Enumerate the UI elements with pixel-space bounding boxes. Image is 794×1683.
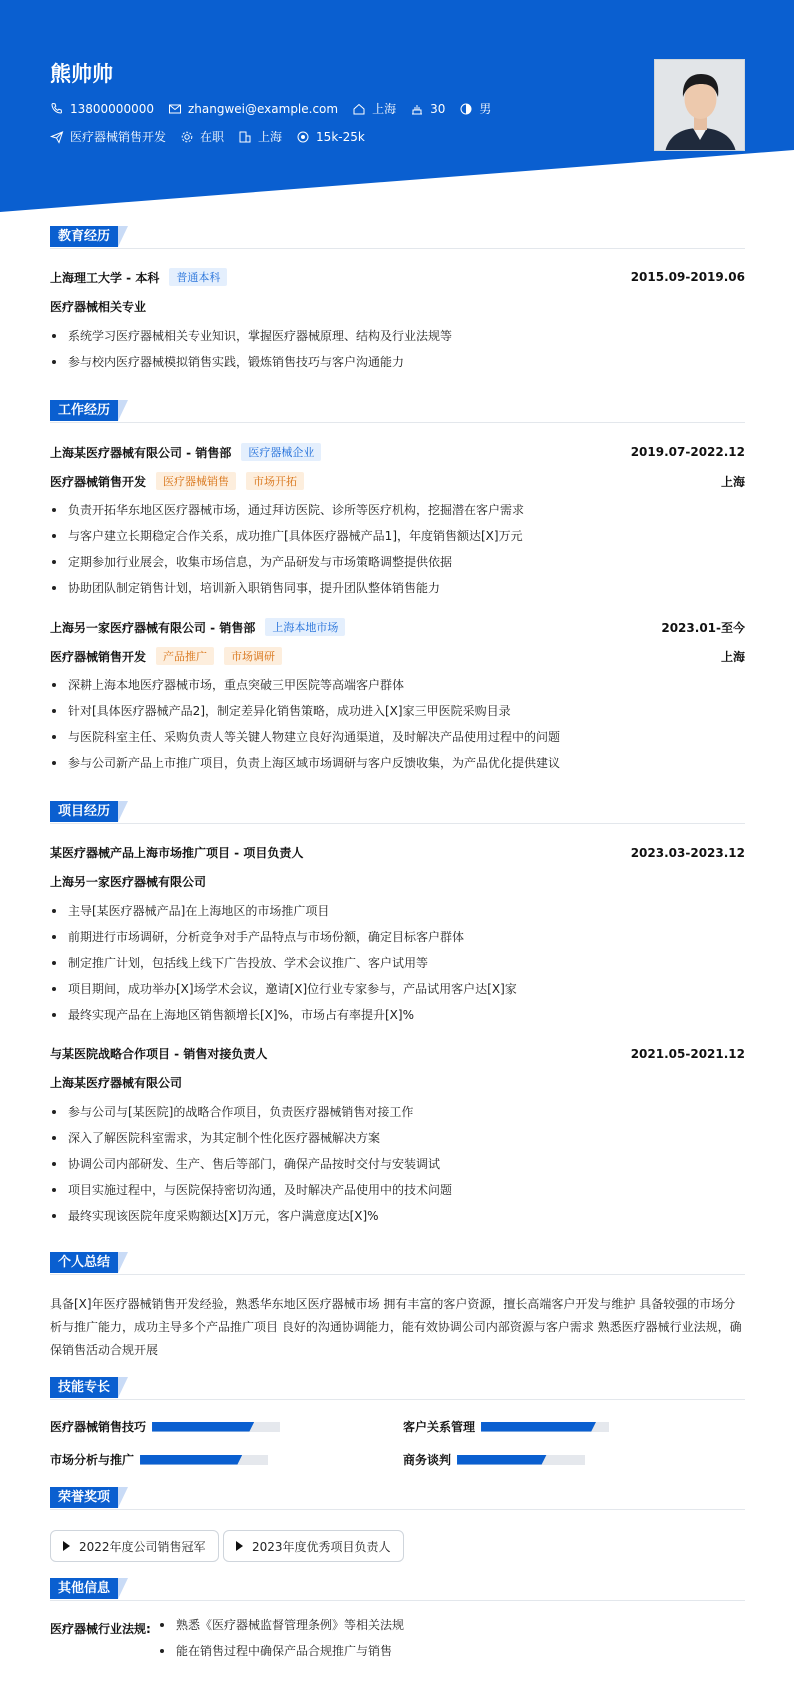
skill-item: 市场分析与推广 — [50, 1451, 268, 1468]
project-header: 与某医院战略合作项目 - 销售对接负责人 2021.05-2021.12 — [50, 1046, 745, 1061]
play-icon — [63, 1541, 70, 1551]
award-chip: 2023年度优秀项目负责人 — [223, 1530, 404, 1562]
education-header — [50, 268, 745, 286]
list-item: 协调公司内部研发、生产、售后等部门，确保产品按时交付与安装调试 — [50, 1155, 745, 1181]
salary-icon — [296, 130, 310, 144]
play-icon — [236, 1541, 243, 1551]
work-header: 上海另一家医疗器械有限公司 - 销售部 上海本地市场 2023.01-至今 — [50, 618, 745, 636]
gender: 男 — [459, 100, 491, 117]
profile-photo — [654, 59, 745, 151]
skill-bar — [140, 1455, 268, 1465]
education-period: 2015.09-2019.06 — [630, 270, 745, 284]
list-item: 项目期间，成功举办[X]场学术会议，邀请[X]位行业专家参与，产品试用客户达[X]家 — [50, 980, 745, 1006]
list-item: 参与公司与[某医院]的战略合作项目，负责医疗器械销售对接工作 — [50, 1103, 745, 1129]
work-header: 上海某医疗器械有限公司 - 销售部 医疗器械企业 2019.07-2022.12 — [50, 445, 745, 460]
salary: 15k-25k — [296, 130, 365, 144]
target-job: 医疗器械销售开发 — [50, 128, 166, 145]
home-icon — [352, 102, 366, 116]
list-item: 协助团队制定销售计划，培训新入职销售同事，提升团队整体销售能力 — [50, 579, 745, 605]
target-city: 上海 — [238, 128, 282, 145]
job-status: 在职 — [180, 128, 224, 145]
list-item: 负责开拓华东地区医疗器械市场，通过拜访医院、诊所等医疗机构，挖掘潜在客户需求 — [50, 501, 745, 527]
contact-row — [50, 100, 505, 117]
list-item: 项目实施过程中，与医院保持密切沟通，及时解决产品使用中的技术问题 — [50, 1181, 745, 1207]
list-item: 系统学习医疗器械相关专业知识，掌握医疗器械原理、结构及行业法规等 — [50, 327, 745, 353]
gender-icon — [459, 102, 473, 116]
divider — [50, 1600, 745, 1601]
divider — [50, 1274, 745, 1275]
gear-icon — [180, 130, 194, 144]
skill-fill — [457, 1455, 547, 1465]
list-item: 前期进行市场调研，分析竞争对手产品特点与市场份额，确定目标客户群体 — [50, 928, 745, 954]
skill-bar — [481, 1422, 609, 1432]
list-item: 主导[某医疗器械产品]在上海地区的市场推广项目 — [50, 902, 745, 928]
list-item: 熟悉《医疗器械监督管理条例》等相关法规 — [158, 1616, 404, 1642]
school-name: 上海理工大学 - 本科 — [50, 270, 160, 285]
work-list — [50, 501, 745, 605]
list-item: 参与公司新产品上市推广项目，负责上海区域市场调研与客户反馈收集，为产品优化提供建议 — [50, 754, 745, 780]
divider — [50, 1399, 745, 1400]
school-badge: 普通本科 — [169, 268, 227, 286]
email: zhangwei@example.com — [168, 102, 338, 116]
section-other: 其他信息 — [50, 1578, 118, 1599]
divider — [50, 1509, 745, 1510]
list-item: 最终实现该医院年度采购额达[X]万元，客户满意度达[X]% — [50, 1207, 745, 1233]
section-summary: 个人总结 — [50, 1252, 118, 1273]
skill-item: 商务谈判 — [403, 1451, 585, 1468]
other-label: 医疗器械行业法规: — [50, 1622, 151, 1636]
project-list — [50, 1103, 745, 1233]
mail-icon — [168, 102, 182, 116]
divider — [50, 248, 745, 249]
list-item: 制定推广计划，包括线上线下广告投放、学术会议推广、客户试用等 — [50, 954, 745, 980]
divider — [50, 823, 745, 824]
list-item: 与医院科室主任、采购负责人等关键人物建立良好沟通渠道，及时解决产品使用过程中的问题 — [50, 728, 745, 754]
skill-item: 客户关系管理 — [403, 1418, 609, 1435]
list-item: 与客户建立长期稳定合作关系，成功推广[具体医疗器械产品1]，年度销售额达[X]万元 — [50, 527, 745, 553]
divider — [50, 422, 745, 423]
candidate-name: 熊帅帅 — [50, 62, 113, 86]
phone-icon — [50, 102, 64, 116]
list-item: 深入了解医院科室需求，为其定制个性化医疗器械解决方案 — [50, 1129, 745, 1155]
section-skills: 技能专长 — [50, 1377, 118, 1398]
section-work: 工作经历 — [50, 400, 118, 421]
phone: 13800000000 — [50, 102, 154, 116]
city: 上海 — [352, 100, 396, 117]
list-item: 定期参加行业展会，收集市场信息，为产品研发与市场策略调整提供依据 — [50, 553, 745, 579]
section-education: 教育经历 — [50, 226, 118, 247]
project-list — [50, 902, 745, 1032]
skill-fill — [152, 1422, 254, 1432]
building-icon — [238, 130, 252, 144]
list-item: 参与校内医疗器械模拟销售实践，锻炼销售技巧与客户沟通能力 — [50, 353, 745, 379]
project-org: 上海另一家医疗器械有限公司 — [50, 875, 207, 889]
section-projects: 项目经历 — [50, 801, 118, 822]
education-major: 医疗器械相关专业 — [50, 300, 147, 314]
award-chip: 2022年度公司销售冠军 — [50, 1530, 219, 1562]
project-org: 上海某医疗器械有限公司 — [50, 1076, 183, 1090]
list-item: 能在销售过程中确保产品合规推广与销售 — [158, 1642, 404, 1668]
list-item: 深耕上海本地医疗器械市场，重点突破三甲医院等高端客户群体 — [50, 676, 745, 702]
skill-bar — [457, 1455, 585, 1465]
skill-bar — [152, 1422, 280, 1432]
skill-item: 医疗器械销售技巧 — [50, 1418, 280, 1435]
project-header: 某医疗器械产品上海市场推广项目 - 项目负责人 2023.03-2023.12 — [50, 845, 745, 860]
skill-fill — [140, 1455, 242, 1465]
work-role: 医疗器械销售开发 产品推广 市场调研 上海 — [50, 647, 745, 665]
section-awards: 荣誉奖项 — [50, 1487, 118, 1508]
job-row — [50, 128, 379, 145]
skill-fill — [481, 1422, 596, 1432]
summary-text: 具备[X]年医疗器械销售开发经验，熟悉华东地区医疗器械市场 拥有丰富的客户资源，擅长高端客户开发与维护 具备较强的市场分析与推广能力，成功主导多个产品推广项目 良好的沟通协调能力，能有效协调公司内部资源与客户需求 熟悉医疗器械行业法规，确保销售活动合规开展 — [50, 1297, 742, 1357]
work-list — [50, 676, 745, 780]
work-role: 医疗器械销售开发 医疗器械销售 市场开拓 上海 — [50, 472, 745, 490]
age-icon — [410, 102, 424, 116]
send-icon — [50, 130, 64, 144]
list-item: 针对[具体医疗器械产品2]，制定差异化销售策略，成功进入[X]家三甲医院采购目录 — [50, 702, 745, 728]
education-list — [50, 327, 745, 379]
other-list — [158, 1616, 404, 1668]
age: 30 — [410, 102, 445, 116]
list-item: 最终实现产品在上海地区销售额增长[X]%，市场占有率提升[X]% — [50, 1006, 745, 1032]
